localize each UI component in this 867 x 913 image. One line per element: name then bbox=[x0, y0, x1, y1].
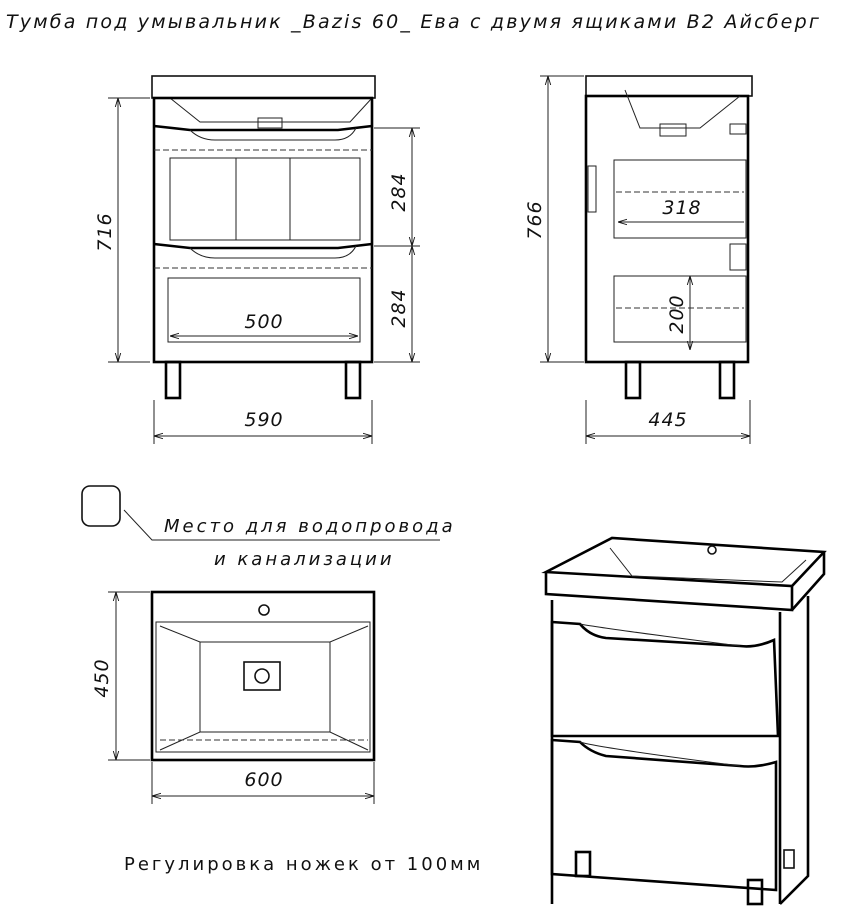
dim-top-depth-label: 450 bbox=[91, 658, 113, 698]
dim-front-width-label: 590 bbox=[244, 409, 284, 431]
front-plumbing-hatch bbox=[170, 158, 360, 240]
dim-front-inner-width-label: 500 bbox=[244, 311, 284, 333]
dim-side-height-label: 766 bbox=[524, 200, 546, 240]
legend-line-2: и канализации bbox=[214, 549, 395, 570]
dim-top-depth bbox=[108, 592, 150, 760]
top-view-drain bbox=[244, 662, 280, 690]
front-view bbox=[152, 76, 375, 398]
isometric-view bbox=[546, 538, 824, 904]
top-view-outline bbox=[152, 592, 374, 760]
legend-hatch-swatch bbox=[82, 486, 120, 526]
dim-top-width-label: 600 bbox=[244, 769, 284, 791]
dim-side-depth-label: 445 bbox=[648, 409, 688, 431]
dim-front-height-label: 716 bbox=[94, 212, 116, 252]
iso-sink-top bbox=[546, 538, 824, 586]
top-view-tap-hole bbox=[259, 605, 269, 615]
dim-front-drawer-bottom-label: 284 bbox=[388, 288, 410, 328]
front-sink-top bbox=[152, 76, 375, 98]
drawing-title: Тумба под умывальник _Bazis 60_ Ева с двумя ящиками В2 Айсберг bbox=[6, 11, 822, 33]
dim-side-drawer-depth-label: 318 bbox=[662, 197, 702, 219]
dim-side-height bbox=[540, 76, 584, 362]
side-sink-top bbox=[586, 76, 752, 96]
dim-side-drawer-height-label: 200 bbox=[666, 294, 688, 334]
iso-drawer-bottom bbox=[552, 740, 776, 890]
iso-drawer-top bbox=[552, 622, 778, 736]
top-view bbox=[152, 592, 374, 760]
iso-leg-right bbox=[748, 880, 762, 904]
side-view bbox=[586, 76, 752, 398]
front-leg-right bbox=[346, 362, 360, 398]
side-leg-right bbox=[720, 362, 734, 398]
legend-line-1: Место для водопровода bbox=[164, 516, 456, 537]
footer-note: Регулировка ножек от 100мм bbox=[124, 854, 484, 875]
front-leg-left bbox=[166, 362, 180, 398]
iso-leg-left bbox=[576, 852, 590, 876]
side-leg-left bbox=[626, 362, 640, 398]
dim-front-drawer-top-label: 284 bbox=[388, 172, 410, 212]
